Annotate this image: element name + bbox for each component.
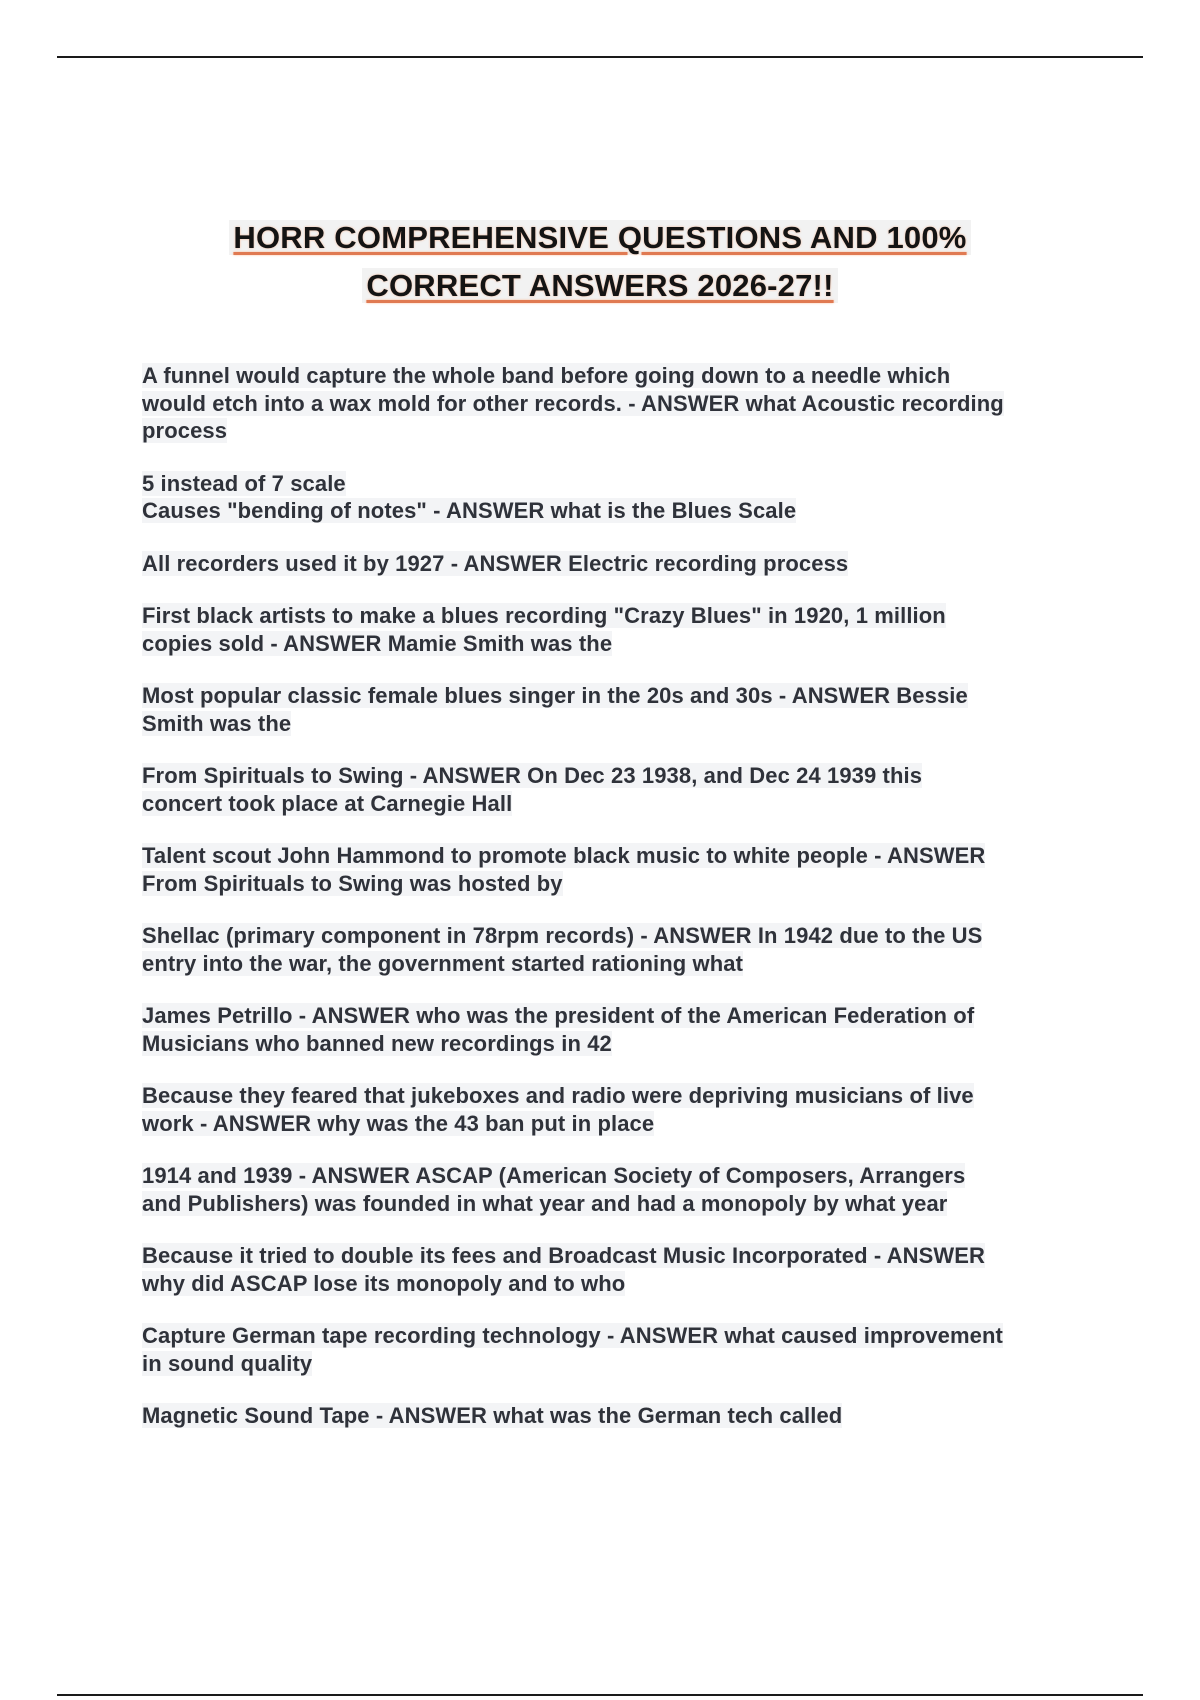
qa-entry-text: Capture German tape recording technology - ANSWER what caused improvement (142, 1323, 1003, 1348)
qa-entry (142, 1082, 1072, 1137)
qa-entry-line (142, 842, 1072, 870)
qa-entry-line (142, 1350, 1072, 1378)
qa-entry-line (142, 682, 1072, 710)
qa-entry-line (142, 1110, 1072, 1138)
qa-entry (142, 470, 1072, 525)
qa-entry-line (142, 790, 1072, 818)
qa-entry-text: why did ASCAP lose its monopoly and to who (142, 1270, 626, 1296)
qa-entry (142, 1402, 1072, 1430)
qa-entry-text: Talent scout John Hammond to promote black music to white people - ANSWER (142, 843, 986, 868)
qa-entry-line (142, 470, 1072, 498)
qa-entry-line (142, 1002, 1072, 1030)
qa-entry-line (142, 362, 1072, 390)
qa-entry-text: All recorders used it by 1927 - ANSWER Electric recording process (142, 550, 849, 576)
top-rule (57, 56, 1143, 58)
qa-entry-text: Most popular classic female blues singer in the 20s and 30s - ANSWER Bessie (142, 683, 968, 708)
qa-entry (142, 682, 1072, 737)
qa-entry-text: Magnetic Sound Tape - ANSWER what was the German tech called (142, 1403, 843, 1428)
qa-entry-line (142, 1242, 1072, 1270)
qa-entry-line (142, 1162, 1072, 1190)
qa-entry-line (142, 710, 1072, 738)
qa-entry-text: Because it tried to double its fees and Broadcast Music Incorporated - ANSWER (142, 1243, 986, 1268)
document-title (100, 214, 1100, 310)
qa-entry (142, 550, 1072, 578)
qa-entry-text: and Publishers) was founded in what year and had a monopoly by what year (142, 1190, 948, 1216)
qa-entry-line (142, 1402, 1072, 1430)
qa-entry-line (142, 1322, 1072, 1350)
qa-entry (142, 602, 1072, 657)
qa-entry-line (142, 1082, 1072, 1110)
qa-entry-text: 1914 and 1939 - ANSWER ASCAP (American Society of Composers, Arrangers (142, 1163, 966, 1188)
qa-entry-line (142, 550, 1072, 578)
qa-entry-text: From Spirituals to Swing - ANSWER On Dec 23 1938, and Dec 24 1939 this (142, 763, 923, 788)
qa-entry (142, 1242, 1072, 1297)
qa-entry-line (142, 390, 1072, 418)
qa-entry-line (142, 950, 1072, 978)
qa-entry-text: Because they feared that jukeboxes and radio were depriving musicians of live (142, 1083, 974, 1108)
qa-entry-text: entry into the war, the government started rationing what (142, 950, 743, 976)
qa-entry-text: Smith was the (142, 710, 292, 736)
qa-entry-text: would etch into a wax mold for other records. - ANSWER what Acoustic recording (142, 390, 1004, 416)
qa-entry-line (142, 1190, 1072, 1218)
qa-entry-text: Causes "bending of notes" - ANSWER what is the Blues Scale (142, 498, 797, 523)
qa-entry-text: copies sold - ANSWER Mamie Smith was the (142, 630, 613, 656)
qa-entry-text: Musicians who banned new recordings in 42 (142, 1030, 612, 1056)
qa-entry-line (142, 762, 1072, 790)
bottom-rule (57, 1694, 1143, 1696)
qa-entry (142, 362, 1072, 445)
qa-entry (142, 1002, 1072, 1057)
qa-entry-line (142, 922, 1072, 950)
qa-entry-text: work - ANSWER why was the 43 ban put in place (142, 1110, 655, 1136)
qa-entry-text: process (142, 418, 228, 443)
qa-entry-text: From Spirituals to Swing was hosted by (142, 870, 563, 896)
qa-entry-line (142, 602, 1072, 630)
qa-entry-line (142, 870, 1072, 898)
qa-entry-line (142, 497, 1072, 525)
qa-entry-line (142, 630, 1072, 658)
qa-entry-text: concert took place at Carnegie Hall (142, 790, 513, 816)
qa-entry-line (142, 417, 1072, 445)
qa-entry (142, 1322, 1072, 1377)
qa-entry-text: First black artists to make a blues recording "Crazy Blues" in 1920, 1 million (142, 603, 946, 628)
title-line-1: HORR COMPREHENSIVE QUESTIONS AND 100% (229, 220, 970, 255)
qa-entry (142, 762, 1072, 817)
qa-entry-text: James Petrillo - ANSWER who was the president of the American Federation of (142, 1003, 975, 1028)
qa-entry (142, 922, 1072, 977)
qa-entry-line (142, 1270, 1072, 1298)
qa-entry-text: Shellac (primary component in 78rpm records) - ANSWER In 1942 due to the US (142, 923, 983, 948)
qa-entry-text: in sound quality (142, 1350, 313, 1376)
qa-entry (142, 1162, 1072, 1217)
qa-entry (142, 842, 1072, 897)
qa-entry-text: A funnel would capture the whole band before going down to a needle which (142, 363, 951, 388)
title-line-2: CORRECT ANSWERS 2026-27!! (362, 268, 837, 303)
qa-list (142, 362, 1072, 1455)
qa-entry-text: 5 instead of 7 scale (142, 470, 346, 496)
qa-entry-line (142, 1030, 1072, 1058)
